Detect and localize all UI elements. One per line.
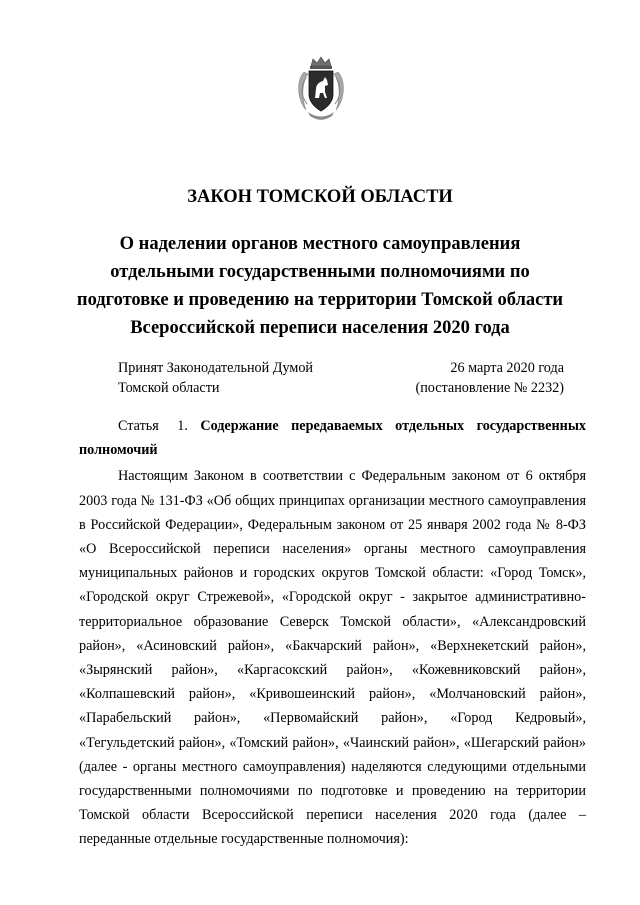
adopted-by-line-1: Принят Законодательной Думой — [118, 360, 314, 376]
article-heading — [79, 414, 586, 462]
adopted-by-line-2: Томской области — [118, 380, 220, 396]
adoption-date: 26 марта 2020 года — [450, 360, 564, 376]
article-paragraph: Настоящим Законом в соответствии с Федеральным законом от 6 октября 2003 года № 131-ФЗ «Об общих принципах организации местного самоуправления в Российской Федерации», Федеральным законом от 25 января 2002 года № 8-ФЗ «О Всероссийской переписи населения» органы местного самоуправления муниципальных районов и городских округов Томской области: «Город Томск», «Городской округ Стрежевой», «Городской округ - закрытое административно-территориальное образование Северск Томской области», «Александровский район», «Асиновский район», «Бакчарский район», «Верхнекетский район», «Зырянский район», «Каргасокский район», «Кожевниковский район», «Колпашевский район», «Кривошеинский район», «Молчановский район», «Парабельский район», «Первомайский район», «Город Кедровый», «Тегульдетский район», «Томский район», «Чаинский район», «Шегарский район» (далее - органы местного самоуправления) наделяются следующими отдельными государственными полномочиями по подготовке и проведению на территории Томской области Всероссийской переписи населения 2020 года (далее – переданные отдельные государственные полномочия): — [79, 468, 586, 848]
article-title: Содержание передаваемых отдельных государственных полномочий — [79, 418, 586, 459]
resolution-number: (постановление № 2232) — [415, 380, 564, 396]
article-number: Статья 1. — [118, 418, 188, 434]
adoption-date-block — [384, 358, 564, 398]
law-subtitle: О наделении органов местного самоуправления отдельными государственными полномочиями по подготовке и проведению на территории Томской области Всероссийской переписи населения 2020 года — [76, 234, 564, 338]
law-body — [79, 414, 586, 852]
law-title: ЗАКОН ТОМСКОЙ ОБЛАСТИ — [187, 187, 453, 207]
coat-of-arms-icon — [294, 56, 348, 122]
adoption-body — [118, 358, 313, 398]
